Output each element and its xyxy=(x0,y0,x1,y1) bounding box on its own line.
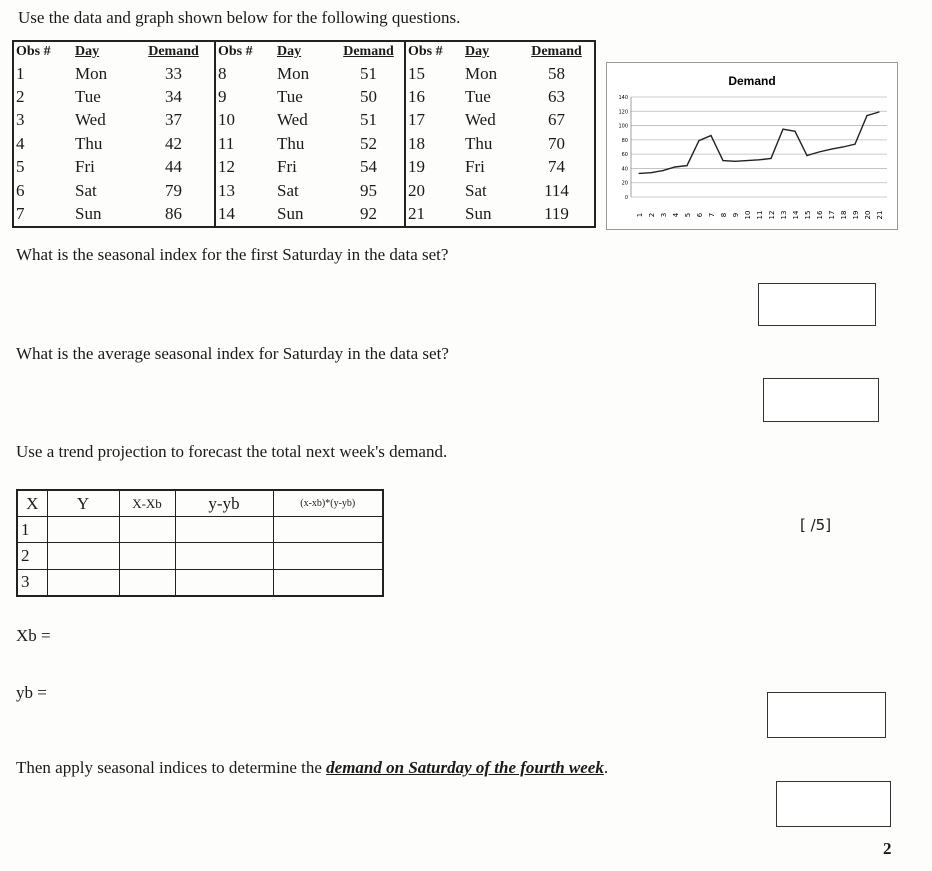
work-cell[interactable] xyxy=(47,569,119,596)
cell-obs: 2 xyxy=(16,87,25,107)
y-tick-label: 80 xyxy=(621,137,628,144)
data-table-row xyxy=(13,62,595,85)
x-tick-label: 11 xyxy=(756,210,764,220)
header-demand: Demand xyxy=(531,44,582,59)
data-table-row xyxy=(13,109,595,132)
cell-obs: 3 xyxy=(16,110,25,130)
page-number: 2 xyxy=(883,839,892,858)
cell-obs: 7 xyxy=(16,204,25,224)
chart-title: Demand xyxy=(728,74,776,88)
cell-obs: 13 xyxy=(218,180,235,200)
cell-demand: 119 xyxy=(544,204,569,224)
work-table-header-row xyxy=(17,490,383,517)
x-tick-label: 10 xyxy=(744,210,752,220)
cell-day: Fri xyxy=(465,157,485,177)
cell-obs: 5 xyxy=(16,157,25,177)
ybar-label: yb = xyxy=(16,683,47,702)
header-obs: Obs # xyxy=(408,44,443,59)
data-point xyxy=(758,159,759,160)
cell-obs: 6 xyxy=(16,180,25,200)
x-tick-label: 13 xyxy=(780,210,788,220)
cell-obs: 1 xyxy=(16,63,25,83)
data-point xyxy=(794,131,795,132)
answer-box-3[interactable] xyxy=(767,692,886,738)
data-point xyxy=(638,173,639,174)
cell-day: Mon xyxy=(277,63,310,83)
x-tick-label: 16 xyxy=(816,210,824,220)
work-table-row xyxy=(17,569,383,596)
x-tick-label: 14 xyxy=(792,210,800,220)
work-cell-x: 1 xyxy=(17,517,47,543)
xbar-label: Xb = xyxy=(16,626,51,645)
work-header-product: (x-xb)*(y-yb) xyxy=(273,490,383,517)
x-tick-label: 7 xyxy=(708,212,716,218)
work-cell[interactable] xyxy=(119,569,175,596)
data-point xyxy=(866,115,867,116)
x-tick-label: 8 xyxy=(720,212,728,218)
cell-day: Thu xyxy=(277,133,305,153)
answer-box-2[interactable] xyxy=(763,378,879,422)
x-tick-label: 12 xyxy=(768,210,776,220)
question-4-suffix: . xyxy=(603,758,609,777)
cell-demand: 114 xyxy=(544,180,569,200)
data-table-row xyxy=(13,156,595,179)
demand-data-table xyxy=(12,40,596,228)
data-table-row xyxy=(13,202,595,227)
cell-day: Tue xyxy=(277,87,303,107)
cell-demand: 34 xyxy=(133,85,215,108)
cell-day: Sat xyxy=(75,180,97,200)
work-cell[interactable] xyxy=(119,543,175,569)
work-cell-x: 2 xyxy=(17,543,47,569)
answer-box-4[interactable] xyxy=(776,781,891,827)
cell-obs: 14 xyxy=(218,204,235,224)
data-table-header-row xyxy=(13,41,595,62)
cell-demand: 79 xyxy=(133,179,215,202)
cell-demand: 44 xyxy=(133,156,215,179)
cell-day: Thu xyxy=(465,133,493,153)
x-tick-label: 9 xyxy=(732,212,740,218)
cell-day: Tue xyxy=(465,87,491,107)
work-cell[interactable] xyxy=(47,517,119,543)
cell-obs: 20 xyxy=(408,180,425,200)
cell-day: Mon xyxy=(75,63,108,83)
work-header-x: X xyxy=(17,490,47,517)
data-point xyxy=(770,158,771,159)
cell-day: Thu xyxy=(75,133,103,153)
work-table-row xyxy=(17,517,383,543)
y-tick-label: 40 xyxy=(621,166,628,173)
work-cell[interactable] xyxy=(273,543,383,569)
cell-obs: 18 xyxy=(408,133,425,153)
data-point xyxy=(830,149,831,150)
data-point xyxy=(818,151,819,152)
header-day: Day xyxy=(465,44,490,59)
x-tick-label: 15 xyxy=(804,210,812,220)
data-table-row xyxy=(13,85,595,108)
answer-box-1[interactable] xyxy=(758,283,876,326)
cell-obs: 16 xyxy=(408,87,425,107)
x-tick-label: 21 xyxy=(876,210,884,220)
cell-obs: 11 xyxy=(218,133,235,153)
y-tick-label: 20 xyxy=(621,180,628,187)
cell-demand: 52 xyxy=(333,132,405,155)
question-4 xyxy=(16,758,608,778)
demand-chart xyxy=(606,62,898,230)
header-demand: Demand xyxy=(133,41,215,62)
x-tick-label: 5 xyxy=(684,212,692,218)
work-cell[interactable] xyxy=(273,517,383,543)
cell-demand: 67 xyxy=(548,110,565,130)
x-tick-label: 2 xyxy=(648,212,656,218)
header-day: Day xyxy=(75,44,100,59)
x-tick-label: 1 xyxy=(636,212,644,218)
cell-demand: 86 xyxy=(133,202,215,227)
cell-demand: 51 xyxy=(333,62,405,85)
cell-day: Wed xyxy=(465,110,496,130)
cell-obs: 15 xyxy=(408,63,425,83)
data-point xyxy=(698,140,699,141)
x-tick-label: 3 xyxy=(660,212,668,218)
cell-obs: 12 xyxy=(218,157,235,177)
cell-obs: 9 xyxy=(218,87,227,107)
cell-demand: 58 xyxy=(548,63,565,83)
data-point xyxy=(782,129,783,130)
cell-day: Fri xyxy=(75,157,95,177)
series-line-demand xyxy=(639,112,879,173)
question-1: What is the seasonal index for the first Saturday in the data set? xyxy=(16,245,449,264)
data-point xyxy=(734,161,735,162)
cell-demand: 37 xyxy=(133,109,215,132)
cell-demand: 51 xyxy=(333,109,405,132)
cell-day: Sun xyxy=(277,204,304,224)
data-point xyxy=(842,146,843,147)
data-point xyxy=(746,160,747,161)
y-tick-label: 140 xyxy=(618,95,628,101)
x-tick-label: 4 xyxy=(672,212,680,218)
question-4-prefix: Then apply seasonal indices to determine the xyxy=(16,758,327,777)
cell-obs: 21 xyxy=(408,204,425,224)
work-cell[interactable] xyxy=(175,517,273,543)
work-cell[interactable] xyxy=(175,569,273,596)
intro-text: Use the data and graph shown below for the following questions. xyxy=(18,8,461,27)
cell-obs: 10 xyxy=(218,110,235,130)
cell-day: Sat xyxy=(465,180,487,200)
y-tick-label: 60 xyxy=(621,152,628,159)
data-point xyxy=(662,170,663,171)
cell-demand: 74 xyxy=(548,157,565,177)
data-point xyxy=(686,165,687,166)
work-cell[interactable] xyxy=(273,569,383,596)
header-obs: Obs # xyxy=(218,44,253,59)
cell-obs: 4 xyxy=(16,133,25,153)
y-tick-label: 120 xyxy=(618,109,628,116)
header-obs: Obs # xyxy=(16,44,51,59)
header-demand: Demand xyxy=(333,41,405,62)
cell-demand: 50 xyxy=(333,85,405,108)
x-tick-label: 17 xyxy=(828,210,836,220)
cell-day: Mon xyxy=(465,63,498,83)
work-cell-x: 3 xyxy=(17,569,47,596)
cell-demand: 42 xyxy=(133,132,215,155)
cell-day: Wed xyxy=(277,110,308,130)
cell-obs: 17 xyxy=(408,110,425,130)
x-tick-label: 18 xyxy=(840,210,848,220)
question-3: Use a trend projection to forecast the total next week's demand. xyxy=(16,442,448,461)
cell-demand: 63 xyxy=(548,87,565,107)
score-indicator: [ /5] xyxy=(800,516,832,534)
question-2: What is the average seasonal index for Saturday in the data set? xyxy=(16,344,449,363)
data-point xyxy=(854,144,855,145)
data-point xyxy=(722,160,723,161)
question-4-emphasis: demand on Saturday of the fourth week xyxy=(326,758,604,777)
x-tick-label: 6 xyxy=(696,212,704,218)
data-point xyxy=(878,111,879,112)
cell-demand: 33 xyxy=(133,62,215,85)
cell-day: Wed xyxy=(75,110,106,130)
cell-demand: 70 xyxy=(548,133,565,153)
work-cell[interactable] xyxy=(119,517,175,543)
data-point xyxy=(650,172,651,173)
cell-day: Fri xyxy=(277,157,297,177)
cell-day: Sun xyxy=(75,204,102,224)
cell-day: Sat xyxy=(277,180,299,200)
x-tick-label: 20 xyxy=(864,210,872,220)
trend-work-table xyxy=(16,489,384,597)
cell-demand: 92 xyxy=(333,202,405,227)
header-day: Day xyxy=(277,44,302,59)
data-point xyxy=(806,155,807,156)
work-header-y: Y xyxy=(47,490,119,517)
work-cell[interactable] xyxy=(47,543,119,569)
cell-day: Sun xyxy=(465,204,492,224)
data-table-row xyxy=(13,179,595,202)
demand-chart-svg xyxy=(607,63,897,229)
data-point xyxy=(710,135,711,136)
work-header-y-minus-yb: y-yb xyxy=(175,490,273,517)
cell-demand: 54 xyxy=(333,156,405,179)
work-table-row xyxy=(17,543,383,569)
cell-day: Tue xyxy=(75,87,101,107)
cell-demand: 95 xyxy=(333,179,405,202)
y-tick-label: 100 xyxy=(618,123,628,130)
data-point xyxy=(674,166,675,167)
cell-obs: 19 xyxy=(408,157,425,177)
x-tick-label: 19 xyxy=(852,210,860,220)
cell-obs: 8 xyxy=(218,63,227,83)
work-header-x-minus-xb: X-Xb xyxy=(119,490,175,517)
y-tick-label: 0 xyxy=(624,195,628,201)
data-table-row xyxy=(13,132,595,155)
work-cell[interactable] xyxy=(175,543,273,569)
